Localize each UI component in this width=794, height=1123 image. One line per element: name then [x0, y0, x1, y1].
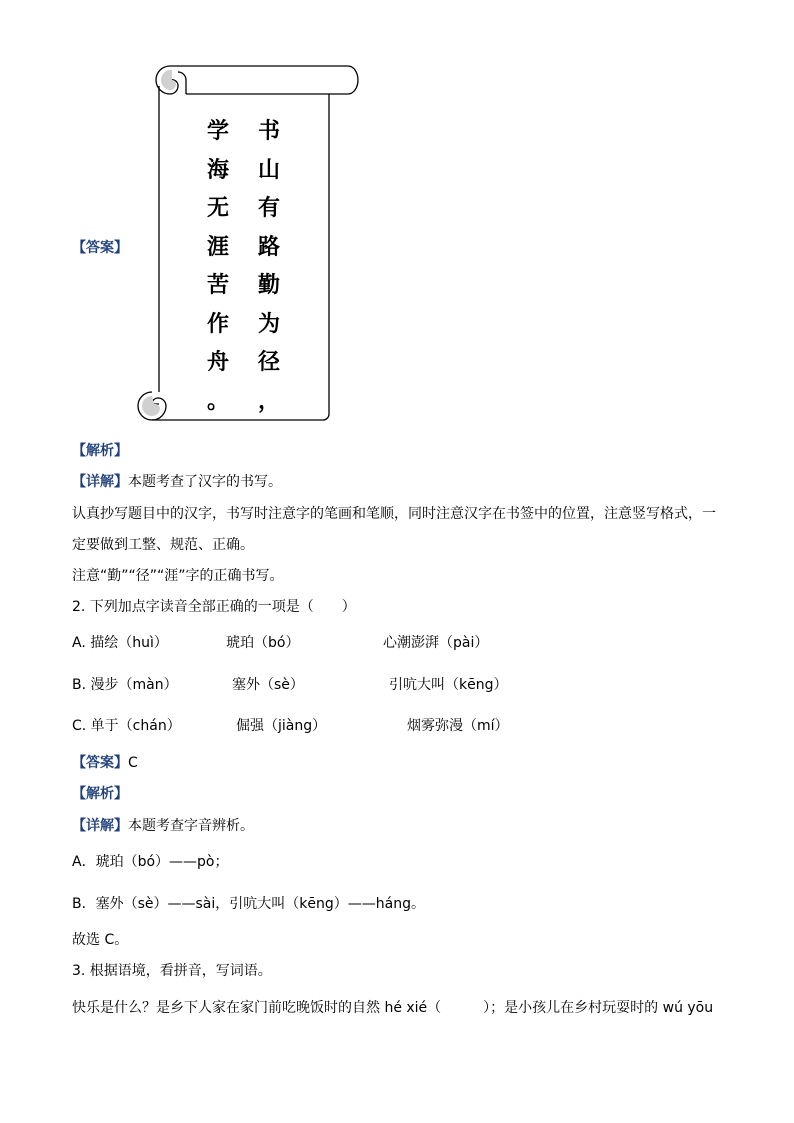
analysis-tag: 【解析】 [72, 443, 128, 459]
scroll-char: 舟 [207, 349, 230, 375]
scroll-char: 苦 [207, 272, 230, 298]
question-stem: 2. 下列加点字读音全部正确的一项是（ ） [72, 599, 356, 615]
option-c-first: C. 单于（chán） [72, 718, 181, 734]
paragraph: 注意“勤”“径”“涯”字的正确书写。 [72, 568, 284, 584]
scroll-char: 书 [258, 118, 281, 144]
scroll-char: 学 [207, 118, 230, 144]
scroll-outline [126, 62, 366, 424]
option-c-second: 倔强（jiàng） [236, 718, 327, 734]
detail-line [72, 816, 254, 836]
option-a-first: A. 描绘（huì） [72, 635, 168, 651]
conclusion: 故选 C。 [72, 932, 129, 948]
option-a-second: 琥珀（bó） [226, 635, 300, 651]
answer-value: C [128, 755, 138, 771]
option-b-second: 塞外（sè） [232, 677, 304, 693]
answer-tag: 【答案】 [72, 755, 128, 771]
scroll-char: 为 [258, 310, 281, 337]
scroll-char: 山 [258, 156, 281, 183]
scroll-char: 。 [207, 387, 230, 414]
scroll-char: 涯 [207, 233, 230, 260]
answer-tag: 【答案】 [72, 240, 128, 256]
scroll-char: 有 [258, 195, 281, 221]
option-c-third: 烟雾弥漫（mí） [407, 718, 509, 734]
question-text: 快乐是什么？是乡下人家在家门前吃晚饭时的自然 hé xié（ ）；是小孩儿在乡村玩耍时的 wú yōu [72, 1000, 714, 1016]
detail-text: 本题考查了汉字的书写。 [128, 474, 282, 490]
question-stem: 3. 根据语境，看拼音，写词语。 [72, 963, 272, 979]
scroll-char: 路 [258, 233, 281, 260]
answer-line [72, 753, 138, 773]
analysis-tag: 【解析】 [72, 786, 128, 802]
paragraph: 认真抄写题目中的汉字，书写时注意字的笔画和笔顺，同时注意汉字在书签中的位置，注意竖写格式，一 [72, 506, 716, 522]
scroll-char: ， [258, 387, 281, 414]
scroll-char: 作 [207, 310, 230, 337]
scroll-char: 无 [207, 195, 230, 221]
option-a-third: 心潮澎湃（pài） [383, 635, 489, 651]
detail-tag: 【详解】 [72, 474, 128, 490]
scroll-char: 海 [207, 156, 230, 183]
detail-line [72, 472, 282, 492]
paragraph: 定要做到工整、规范、正确。 [72, 537, 254, 553]
detail-tag: 【详解】 [72, 818, 128, 834]
scroll-char: 径 [258, 349, 281, 375]
option-b-third: 引吭大叫（kēng） [389, 677, 508, 693]
scroll-char: 勤 [258, 272, 281, 298]
bookmark-scroll [126, 62, 366, 424]
scroll-column-2 [207, 112, 229, 420]
correction-a: A．琥珀（bó）——pò； [72, 854, 229, 870]
option-b-first: B. 漫步（màn） [72, 677, 178, 693]
correction-b: B．塞外（sè）——sài，引吭大叫（kēng）——háng。 [72, 896, 425, 912]
detail-text: 本题考查字音辨析。 [128, 818, 254, 834]
scroll-column-1 [258, 112, 280, 420]
